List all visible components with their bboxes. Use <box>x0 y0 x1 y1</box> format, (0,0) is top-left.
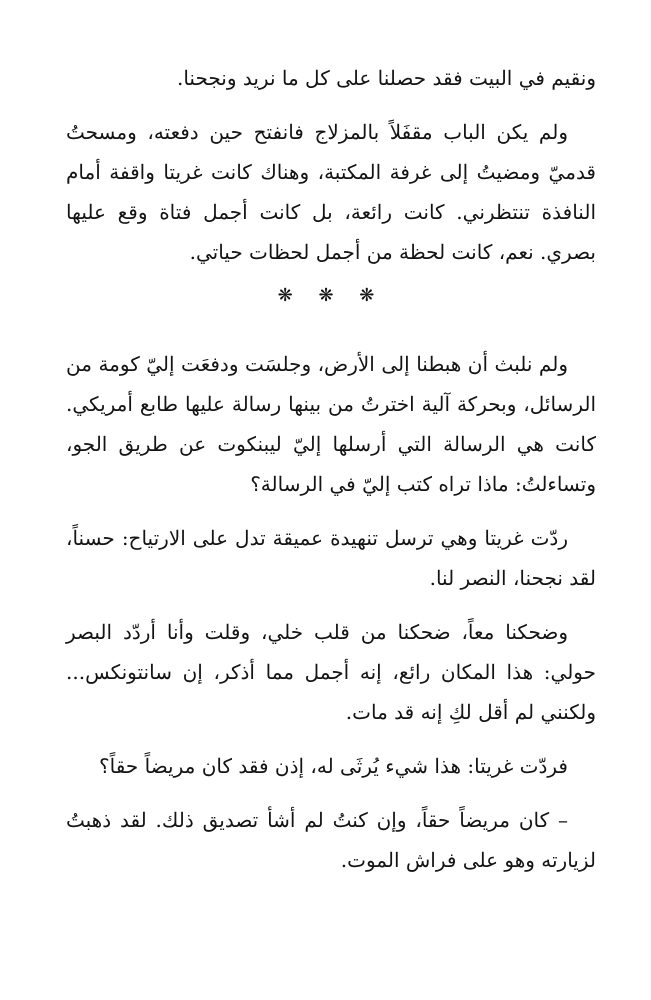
paragraph: ولم نلبث أن هبطنا إلى الأرض، وجلسَت ودفعَت إليّ كومة من الرسائل، وبحركة آلية اخترتُ من بينها رسالة عليها طابع أمريكي. كانت هي الرسالة التي أرسلها إليّ ليبنكوت عن طريق الجو، وتساءلتُ: ماذا تراه كتب إليّ في الرسالة؟ <box>66 352 596 496</box>
paragraph: وضحكنا معاً، ضحكنا من قلب خلي، وقلت وأنا أردّد البصر حولي: هذا المكان رائع، إنه أجمل مما أذكر، إن سانتونكس... ولكنني لم أقل لكِ إنه قد مات. <box>66 620 596 724</box>
paragraph: – كان مريضاً حقاً، وإن كنتُ لم أشأ تصديق ذلك. لقد ذهبتُ لزيارته وهو على فراش الموت. <box>66 808 596 872</box>
paragraph: ولم يكن الباب مقفَلاً بالمزلاج فانفتح حين دفعته، ومسحتُ قدميّ ومضيتُ إلى غرفة المكتبة، وهناك كانت غريتا واقفة أمام النافذة تنتظرني. كانت رائعة، بل كانت أجمل فتاة وقع عليها بصري. نعم، كانت لحظة من أجمل لحظات حياتي. <box>66 120 596 264</box>
book-page <box>66 58 596 880</box>
paragraph: ردّت غريتا وهي ترسل تنهيدة عميقة تدل على الارتياح: حسناً، لقد نجحنا، النصر لنا. <box>66 526 596 590</box>
paragraph: ونقيم في البيت فقد حصلنا على كل ما نريد ونجحنا. <box>176 66 596 90</box>
paragraph: فردّت غريتا: هذا شيء يُرثَى له، إذن فقد كان مريضاً حقاً؟ <box>99 754 568 778</box>
section-separator: ❋ ❋ ❋ <box>277 285 385 306</box>
